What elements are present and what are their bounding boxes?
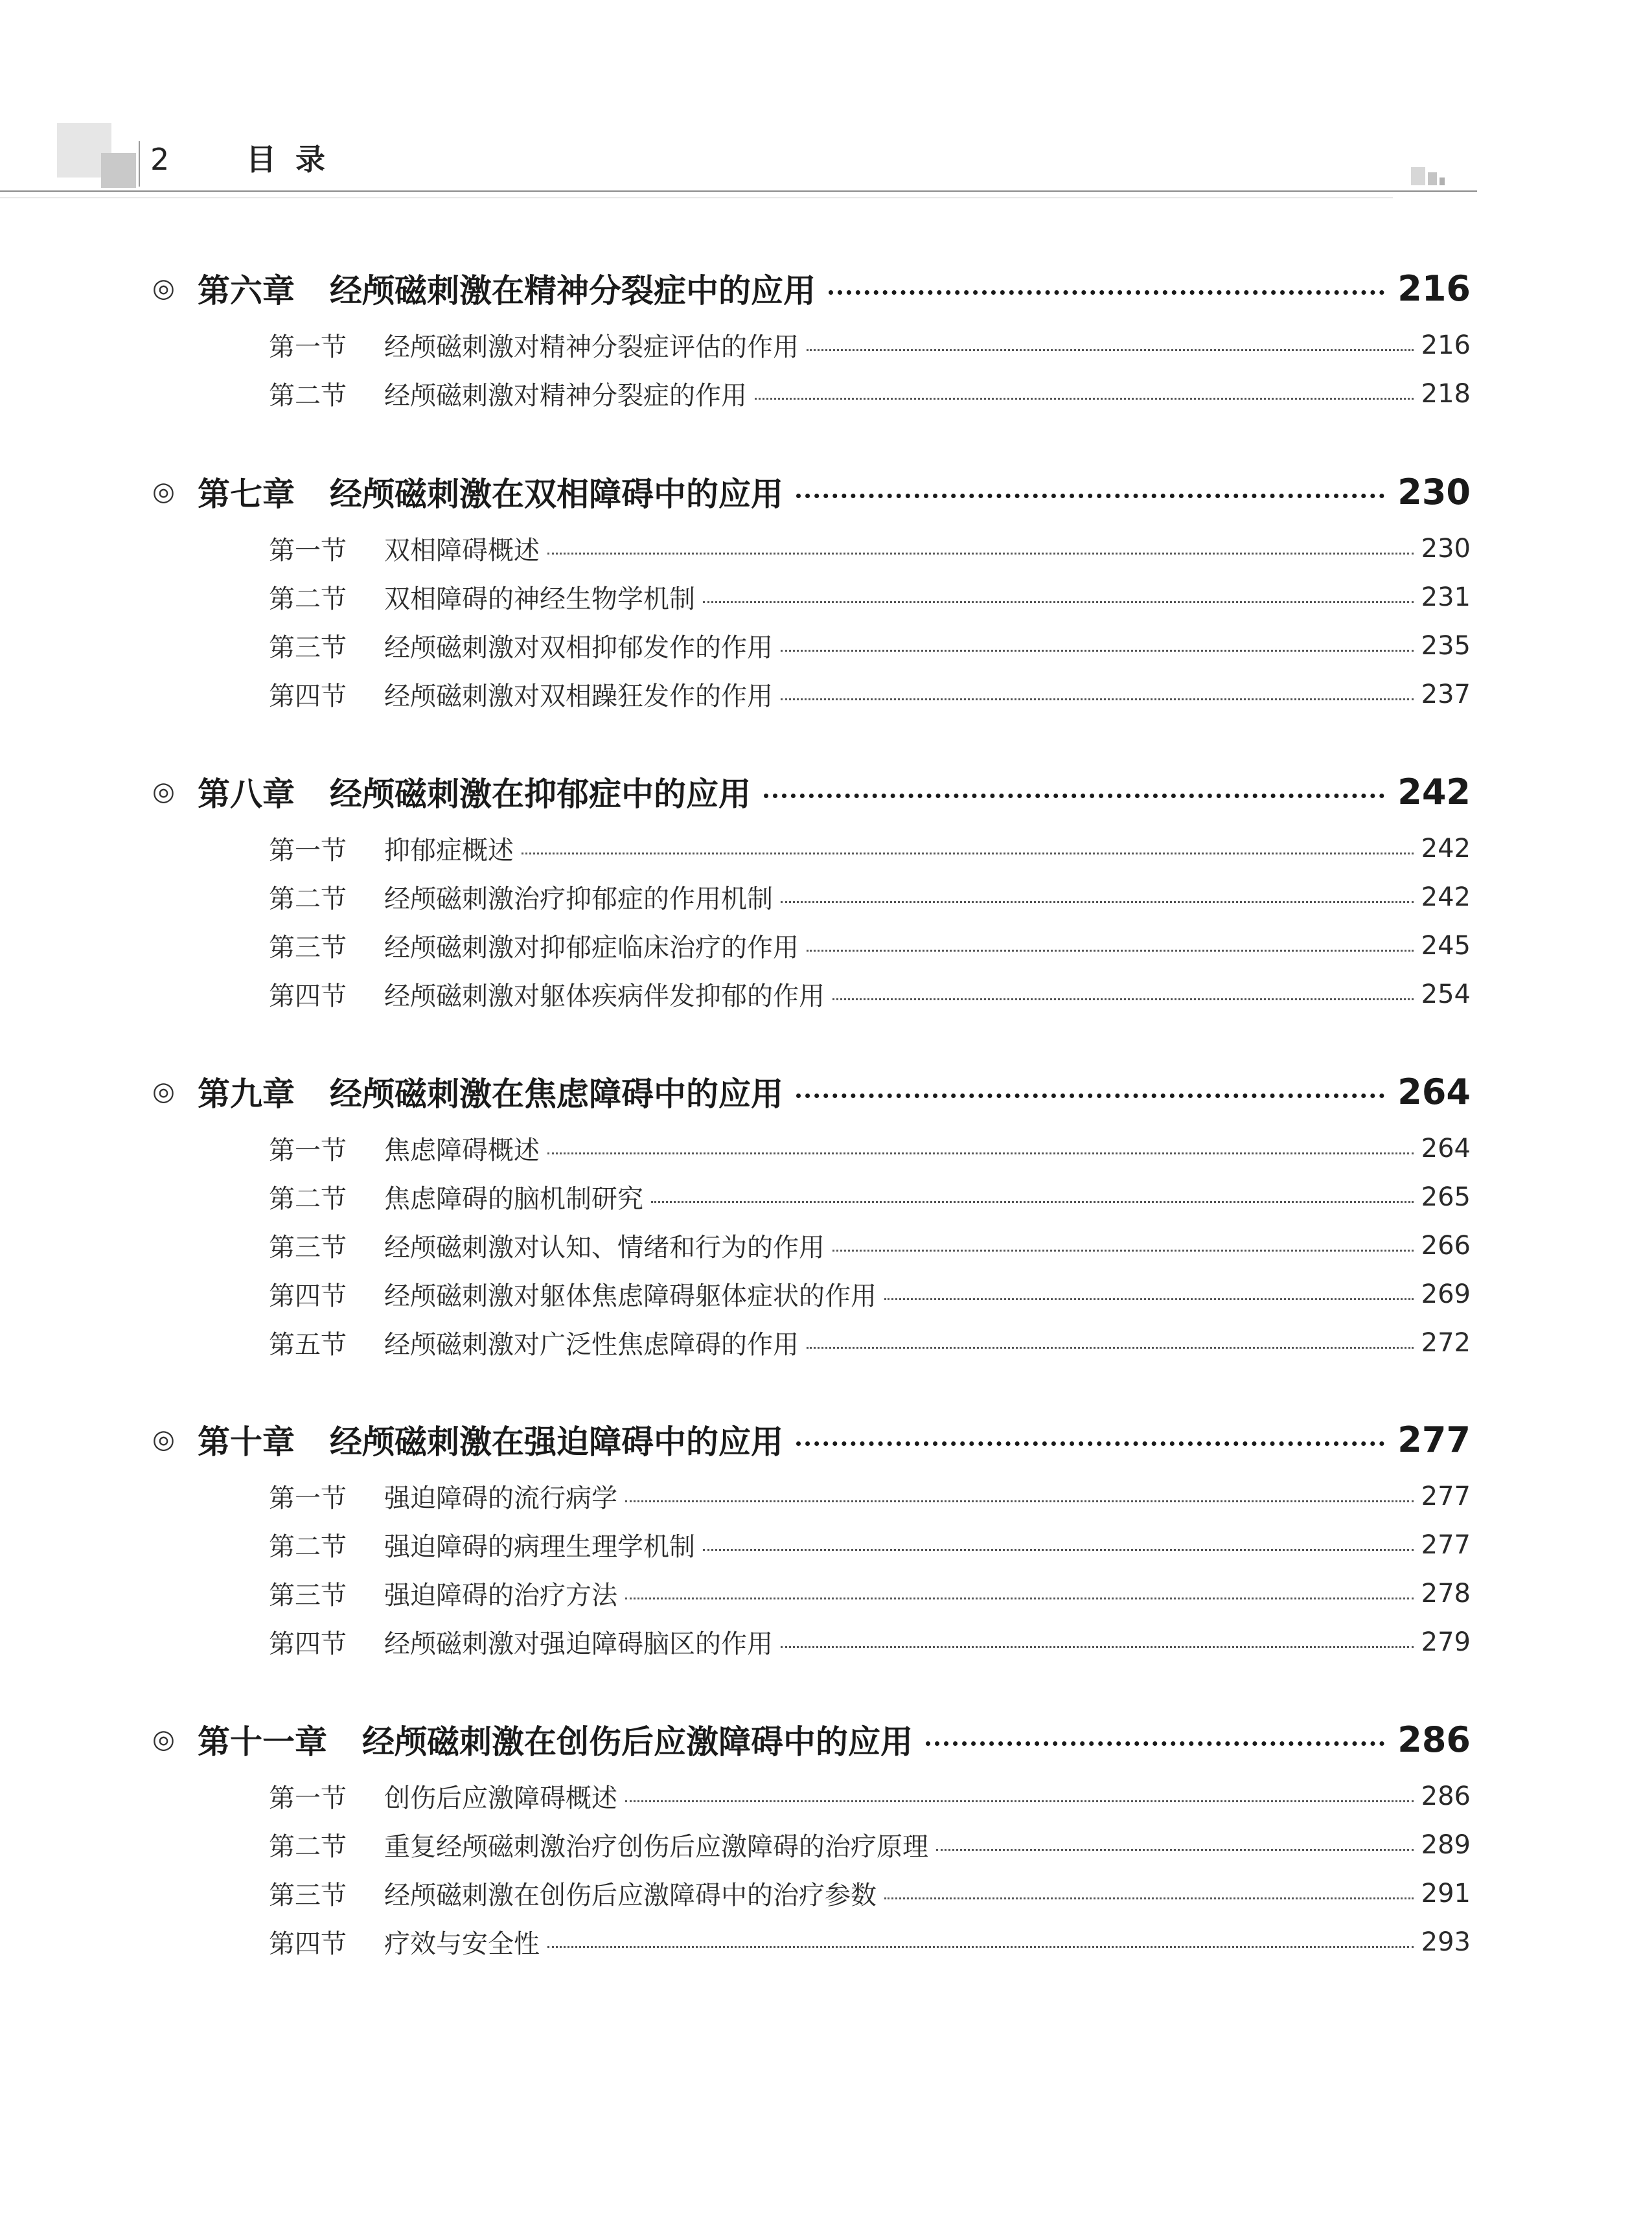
section-label: 第二节: [269, 584, 347, 614]
section-entry[interactable]: [269, 1318, 1471, 1367]
section-page-number: 230: [1421, 533, 1471, 564]
section-entry[interactable]: [269, 1173, 1471, 1221]
chapter-page-number: 230: [1397, 471, 1471, 512]
chapter-entry[interactable]: [152, 262, 1471, 314]
section-page-number: 293: [1421, 1927, 1471, 1957]
leader-dots: [796, 494, 1384, 498]
section-entry[interactable]: [269, 824, 1471, 873]
section-title: 重复经颅磁刺激治疗创伤后应激障碍的治疗原理: [384, 1832, 928, 1862]
section-entry[interactable]: [269, 1820, 1471, 1869]
section-label: 第四节: [269, 1929, 347, 1959]
chapter-entry[interactable]: [152, 766, 1471, 818]
chapter-page-number: 242: [1397, 771, 1471, 812]
section-page-number: 277: [1421, 1529, 1471, 1560]
section-title: 强迫障碍的病理生理学机制: [384, 1532, 695, 1562]
chapter-page-number: 277: [1397, 1419, 1471, 1460]
chapter-entry[interactable]: [152, 1414, 1471, 1465]
section-entry[interactable]: [269, 573, 1471, 621]
section-page-number: 218: [1421, 378, 1471, 409]
leader-dots: [796, 1094, 1384, 1098]
section-title: 双相障碍的神经生物学机制: [384, 584, 695, 614]
section-label: 第二节: [269, 884, 347, 914]
section-page-number: 269: [1421, 1279, 1471, 1309]
bullet-icon: ◎: [152, 477, 175, 507]
section-page-number: 216: [1421, 330, 1471, 360]
section-entry[interactable]: [269, 1472, 1471, 1520]
leader-dots: [832, 998, 1414, 1000]
leader-dots: [884, 1897, 1414, 1899]
leader-dots: [807, 950, 1414, 952]
section-page-number: 277: [1421, 1481, 1471, 1511]
page-number: 2: [150, 142, 170, 177]
section-label: 第二节: [269, 1832, 347, 1862]
section-entry[interactable]: [269, 1618, 1471, 1666]
section-title: 强迫障碍的治疗方法: [384, 1581, 617, 1610]
section-title: 经颅磁刺激对躯体疾病伴发抑郁的作用: [384, 981, 825, 1011]
section-entry[interactable]: [269, 524, 1471, 573]
leader-dots: [807, 349, 1414, 351]
section-title: 经颅磁刺激对双相抑郁发作的作用: [384, 633, 773, 663]
chapter-title: 经颅磁刺激在强迫障碍中的应用: [330, 1423, 783, 1461]
section-label: 第三节: [269, 1581, 347, 1610]
section-entry[interactable]: [269, 873, 1471, 921]
section-entry[interactable]: [269, 1520, 1471, 1569]
chapter-title: 经颅磁刺激在抑郁症中的应用: [330, 775, 751, 813]
chapter-label: 第十章: [198, 1423, 295, 1461]
section-entry[interactable]: [269, 1869, 1471, 1918]
bullet-icon: ◎: [152, 1425, 175, 1454]
chapter-label: 第十一章: [198, 1723, 327, 1761]
leader-dots: [796, 1441, 1384, 1446]
leader-dots: [884, 1298, 1414, 1300]
section-title: 经颅磁刺激对广泛性焦虑障碍的作用: [384, 1330, 799, 1360]
leader-dots: [781, 698, 1414, 700]
section-title: 经颅磁刺激治疗抑郁症的作用机制: [384, 884, 773, 914]
section-entry[interactable]: [269, 1270, 1471, 1318]
section-page-number: 235: [1421, 630, 1471, 661]
chapter-page-number: 216: [1397, 268, 1471, 309]
section-page-number: 245: [1421, 930, 1471, 961]
section-page-number: 279: [1421, 1627, 1471, 1657]
section-label: 第一节: [269, 332, 347, 362]
section-entry[interactable]: [269, 321, 1471, 369]
section-title: 双相障碍概述: [384, 536, 540, 566]
leader-dots: [625, 1800, 1414, 1802]
section-label: 第三节: [269, 1881, 347, 1910]
section-page-number: 231: [1421, 582, 1471, 612]
section-label: 第一节: [269, 1136, 347, 1165]
section-entry[interactable]: [269, 1124, 1471, 1173]
chapter-page-number: 286: [1397, 1719, 1471, 1760]
leader-dots: [807, 1347, 1414, 1349]
header-divider: [139, 141, 140, 187]
section-page-number: 254: [1421, 979, 1471, 1009]
section-title: 焦虑障碍概述: [384, 1136, 540, 1165]
section-entry[interactable]: [269, 621, 1471, 670]
chapter-entry[interactable]: [152, 1066, 1471, 1117]
section-label: 第五节: [269, 1330, 347, 1360]
chapter-label: 第七章: [198, 475, 295, 513]
header-rule: [0, 190, 1477, 192]
header-decoration-block: [1428, 172, 1437, 185]
section-label: 第二节: [269, 1532, 347, 1562]
section-label: 第二节: [269, 1184, 347, 1214]
section-page-number: 237: [1421, 679, 1471, 709]
chapter-label: 第八章: [198, 775, 295, 813]
chapter-page-number: 264: [1397, 1071, 1471, 1112]
section-entry[interactable]: [269, 1918, 1471, 1966]
section-label: 第四节: [269, 681, 347, 711]
section-page-number: 272: [1421, 1327, 1471, 1358]
leader-dots: [703, 1549, 1414, 1551]
section-title: 创伤后应激障碍概述: [384, 1783, 617, 1813]
section-label: 第四节: [269, 981, 347, 1011]
leader-dots: [781, 650, 1414, 652]
section-title: 经颅磁刺激对抑郁症临床治疗的作用: [384, 933, 799, 963]
section-page-number: 265: [1421, 1182, 1471, 1212]
leader-dots: [764, 794, 1384, 798]
section-label: 第三节: [269, 1233, 347, 1263]
leader-dots: [832, 1250, 1414, 1252]
section-label: 第四节: [269, 1281, 347, 1311]
leader-dots: [651, 1201, 1414, 1203]
leader-dots: [936, 1849, 1414, 1851]
section-label: 第一节: [269, 1783, 347, 1813]
leader-dots: [703, 601, 1414, 603]
section-entry[interactable]: [269, 1569, 1471, 1618]
section-label: 第一节: [269, 1483, 347, 1513]
section-page-number: 264: [1421, 1133, 1471, 1163]
section-title: 经颅磁刺激对躯体焦虑障碍躯体症状的作用: [384, 1281, 877, 1311]
section-title: 经颅磁刺激对双相躁狂发作的作用: [384, 681, 773, 711]
leader-dots: [755, 398, 1414, 400]
section-entry[interactable]: [269, 970, 1471, 1018]
leader-dots: [547, 553, 1414, 555]
leader-dots: [625, 1500, 1414, 1502]
leader-dots: [781, 1646, 1414, 1648]
section-page-number: 266: [1421, 1230, 1471, 1261]
section-entry[interactable]: [269, 369, 1471, 418]
section-title: 经颅磁刺激对精神分裂症评估的作用: [384, 332, 799, 362]
section-entry[interactable]: [269, 1772, 1471, 1820]
header-decoration-block: [1440, 178, 1445, 185]
section-page-number: 291: [1421, 1878, 1471, 1908]
chapter-entry[interactable]: [152, 466, 1471, 518]
section-label: 第二节: [269, 381, 347, 411]
section-label: 第四节: [269, 1629, 347, 1659]
leader-dots: [926, 1741, 1384, 1746]
section-page-number: 278: [1421, 1578, 1471, 1609]
section-page-number: 286: [1421, 1781, 1471, 1811]
header-decoration-square: [101, 153, 136, 188]
section-page-number: 289: [1421, 1829, 1471, 1860]
section-title: 经颅磁刺激对精神分裂症的作用: [384, 381, 747, 411]
page-title: 目录: [246, 142, 345, 177]
bullet-icon: ◎: [152, 777, 175, 807]
chapter-title: 经颅磁刺激在焦虑障碍中的应用: [330, 1075, 783, 1113]
section-entry[interactable]: [269, 670, 1471, 718]
chapter-label: 第六章: [198, 272, 295, 310]
section-page-number: 242: [1421, 882, 1471, 912]
bullet-icon: ◎: [152, 273, 175, 303]
leader-dots: [522, 853, 1414, 854]
bullet-icon: ◎: [152, 1724, 175, 1754]
chapter-title: 经颅磁刺激在双相障碍中的应用: [330, 475, 783, 513]
section-page-number: 242: [1421, 833, 1471, 864]
section-label: 第三节: [269, 633, 347, 663]
chapter-entry[interactable]: [152, 1713, 1471, 1765]
header-decoration-block: [1411, 167, 1425, 185]
leader-dots: [547, 1152, 1414, 1154]
leader-dots: [547, 1946, 1414, 1948]
leader-dots: [781, 901, 1414, 903]
leader-dots: [829, 290, 1384, 295]
section-title: 强迫障碍的流行病学: [384, 1483, 617, 1513]
section-title: 经颅磁刺激对认知、情绪和行为的作用: [384, 1233, 825, 1263]
section-title: 疗效与安全性: [384, 1929, 540, 1959]
section-label: 第一节: [269, 536, 347, 566]
section-title: 经颅磁刺激在创伤后应激障碍中的治疗参数: [384, 1881, 877, 1910]
section-title: 焦虑障碍的脑机制研究: [384, 1184, 643, 1214]
section-entry[interactable]: [269, 921, 1471, 970]
chapter-title: 经颅磁刺激在精神分裂症中的应用: [330, 272, 816, 310]
chapter-label: 第九章: [198, 1075, 295, 1113]
leader-dots: [625, 1598, 1414, 1599]
section-title: 经颅磁刺激对强迫障碍脑区的作用: [384, 1629, 773, 1659]
section-title: 抑郁症概述: [384, 836, 514, 865]
bullet-icon: ◎: [152, 1077, 175, 1106]
section-label: 第一节: [269, 836, 347, 865]
section-entry[interactable]: [269, 1221, 1471, 1270]
section-label: 第三节: [269, 933, 347, 963]
chapter-title: 经颅磁刺激在创伤后应激障碍中的应用: [362, 1723, 913, 1761]
